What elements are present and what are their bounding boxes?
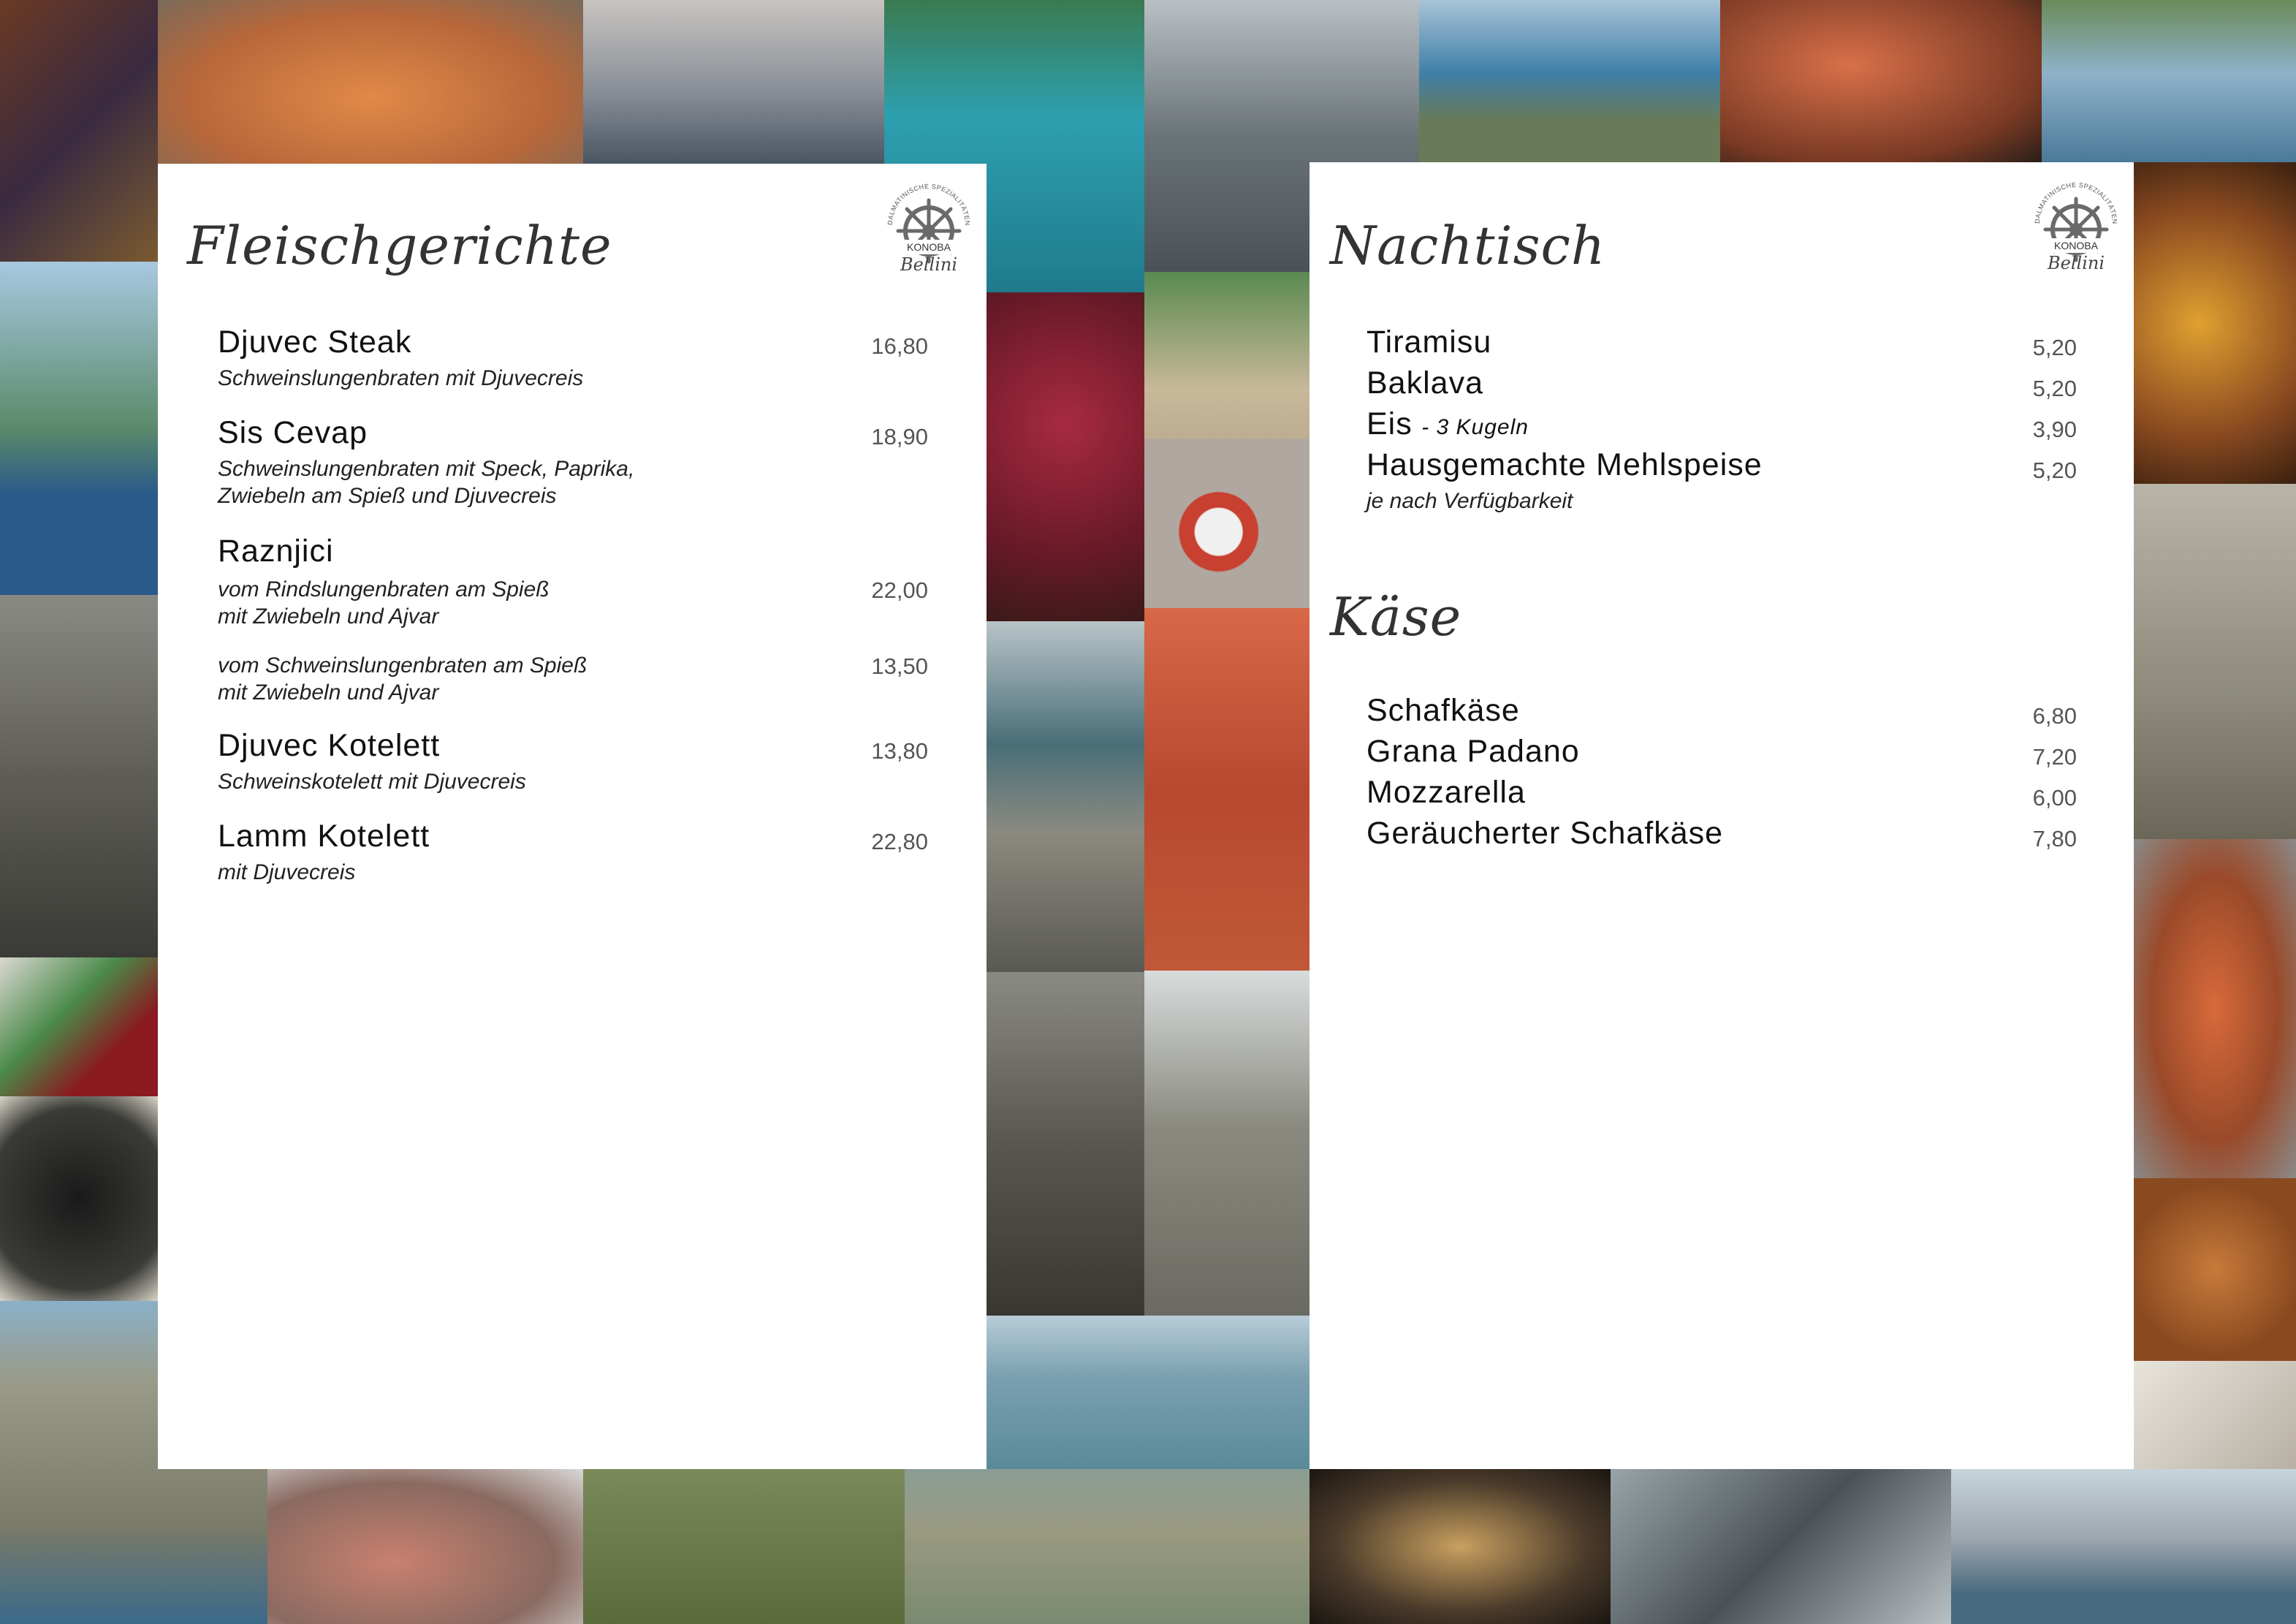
item-price: 6,00 xyxy=(2032,785,2077,811)
menu-item xyxy=(218,819,430,886)
photo-fortress-wall xyxy=(1144,971,1309,1316)
item-name: Geräucherter Schafkäse xyxy=(1366,816,1724,851)
photo-pasta-pot xyxy=(2134,839,2296,1178)
item-name: Sis Cevap xyxy=(218,415,368,450)
photo-fish-ice xyxy=(267,1469,583,1624)
photo-grapes xyxy=(0,0,158,262)
photo-sea-horizon xyxy=(987,1316,1309,1469)
item-description: mit Zwiebeln und Ajvar xyxy=(218,680,439,705)
photo-red-onions xyxy=(987,292,1144,621)
photo-garlic xyxy=(2134,1361,2296,1469)
photo-harbor-sunset xyxy=(583,0,884,164)
item-name: Tiramisu xyxy=(1366,325,1492,360)
menu-item xyxy=(218,534,334,569)
menu-item xyxy=(1366,816,1723,851)
logo-script: Bellini xyxy=(900,254,957,275)
item-price: 16,80 xyxy=(871,333,928,359)
item-description: Zwiebeln am Spieß und Djuvecreis xyxy=(218,484,557,508)
section-title-kaese: Käse xyxy=(1330,586,1462,648)
item-description: vom Rindslungenbraten am Spieß xyxy=(218,577,550,602)
photo-fresh-fish xyxy=(1611,1469,1951,1624)
item-price: 22,80 xyxy=(871,829,928,854)
menu-item xyxy=(218,325,583,392)
photo-grill-meat xyxy=(1309,1469,1611,1624)
photo-bay-view xyxy=(987,621,1144,972)
logo-script: Bellini xyxy=(2048,253,2105,273)
photo-marina xyxy=(2042,0,2296,162)
item-price: 5,20 xyxy=(2032,335,2077,360)
item-description: mit Zwiebeln und Ajvar xyxy=(218,604,439,629)
item-price: 22,00 xyxy=(871,577,928,603)
logo-arc-text: DALMATINISCHE SPEZIALITÄTEN xyxy=(2033,181,2119,224)
menu-item xyxy=(1366,693,1520,729)
left-menu-panel xyxy=(158,164,987,1469)
photo-grilled-fish xyxy=(1720,0,2042,162)
item-price: 6,80 xyxy=(2032,703,2077,729)
konoba-bellini-logo xyxy=(874,174,984,284)
item-name: Grana Padano xyxy=(1366,734,1580,769)
item-name: Mozzarella xyxy=(1366,775,1526,810)
item-description: mit Djuvecreis xyxy=(218,860,356,884)
item-name: Schafkäse xyxy=(1366,693,1520,728)
menu-item xyxy=(218,415,634,509)
photo-squid-risotto xyxy=(0,1096,158,1301)
item-description: Schweinskotelett mit Djuvecreis xyxy=(218,770,526,794)
item-price: 5,20 xyxy=(2032,376,2077,401)
logo-name: KONOBA xyxy=(907,241,951,253)
right-menu-panel xyxy=(1309,162,2134,1469)
photo-konoba-sign xyxy=(1144,608,1309,971)
photo-onions-market xyxy=(2134,1178,2296,1361)
menu-item-variant xyxy=(218,576,550,630)
item-subtitle: - 3 Kugeln xyxy=(1421,415,1529,439)
menu-item xyxy=(1366,775,1526,811)
item-price: 7,80 xyxy=(2032,826,2077,851)
photo-rainy-alley xyxy=(0,595,158,957)
konoba-bellini-logo xyxy=(2021,172,2131,282)
menu-item xyxy=(1366,325,1491,360)
menu-item xyxy=(1366,734,1580,770)
menu-item xyxy=(1366,447,1763,515)
ship-wheel-icon xyxy=(874,174,984,284)
item-description: Schweinslungenbraten mit Djuvecreis xyxy=(218,366,584,390)
item-description: vom Schweinslungenbraten am Spieß xyxy=(218,653,588,678)
item-name: Hausgemachte Mehlspeise xyxy=(1366,447,1763,482)
logo-arc-text: DALMATINISCHE SPEZIALITÄTEN xyxy=(886,182,972,226)
item-name: Eis xyxy=(1366,406,1413,441)
photo-life-buoy xyxy=(1144,439,1309,608)
menu-item xyxy=(1366,406,1529,442)
item-name: Djuvec Kotelett xyxy=(218,728,441,763)
photo-sheep-field xyxy=(583,1469,905,1624)
item-price: 18,90 xyxy=(871,424,928,449)
menu-item xyxy=(218,728,526,795)
logo-name: KONOBA xyxy=(2054,240,2098,251)
menu-item-variant xyxy=(218,652,587,706)
item-name: Lamm Kotelett xyxy=(218,819,430,854)
photo-wine-bottle-table xyxy=(0,957,158,1096)
item-price: 7,20 xyxy=(2032,744,2077,770)
section-title-fleischgerichte: Fleischgerichte xyxy=(187,215,612,276)
photo-sailing-ship xyxy=(0,262,158,595)
photo-islands-coast xyxy=(1419,0,1720,162)
item-price: 13,50 xyxy=(871,653,928,679)
item-price: 3,90 xyxy=(2032,417,2077,442)
photo-stone-courtyard xyxy=(987,972,1144,1316)
item-description: je nach Verfügbarkeit xyxy=(1366,489,1573,513)
photo-fortress-harbor xyxy=(1951,1469,2296,1624)
ship-wheel-icon xyxy=(2021,172,2131,282)
item-price: 13,80 xyxy=(871,738,928,764)
item-price: 5,20 xyxy=(2032,458,2077,483)
section-title-nachtisch: Nachtisch xyxy=(1330,215,1606,276)
item-name: Raznjici xyxy=(218,534,334,569)
photo-shrimp-plate xyxy=(158,0,583,164)
photo-wine-barrel xyxy=(2134,162,2296,484)
item-name: Djuvec Steak xyxy=(218,325,412,360)
menu-item xyxy=(1366,365,1483,401)
item-description: Schweinslungenbraten mit Speck, Paprika, xyxy=(218,457,635,481)
item-name: Baklava xyxy=(1366,365,1483,401)
photo-stone-street xyxy=(2134,484,2296,839)
